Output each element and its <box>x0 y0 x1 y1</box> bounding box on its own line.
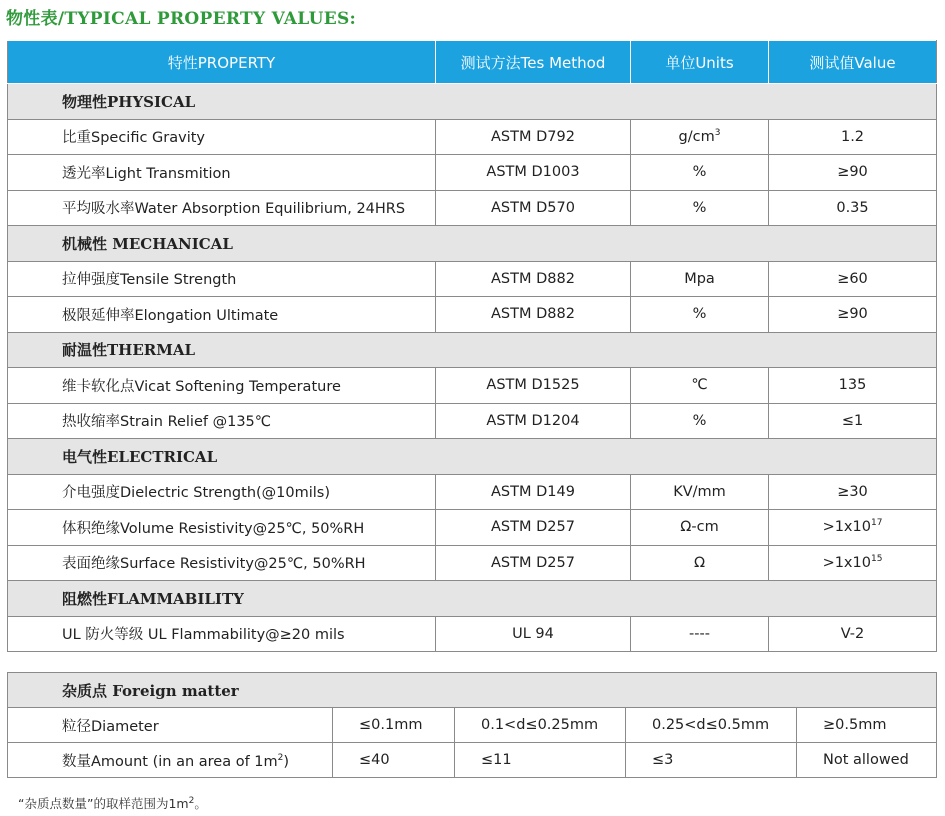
unit <box>631 616 769 652</box>
test-method <box>436 297 631 333</box>
foreign-matter-row <box>8 743 937 778</box>
section-row <box>8 439 937 475</box>
test-value <box>769 190 937 226</box>
test-method-text: ASTM D257 <box>491 519 575 536</box>
unit <box>631 403 769 439</box>
unit-text: ℃ <box>691 377 708 394</box>
test-method <box>436 261 631 297</box>
foreign-matter-label <box>8 743 333 778</box>
footnote-text: “杂质点数量”的取样范围为1m <box>18 796 189 811</box>
property-row <box>8 190 937 226</box>
property-name-text: 介电强度Dielectric Strength(@10mils) <box>62 485 331 502</box>
section-title: 耐温性THERMAL <box>8 332 937 368</box>
test-method-text: ASTM D882 <box>491 270 575 287</box>
test-value <box>769 155 937 191</box>
foreign-matter-row <box>8 708 937 743</box>
header-units: 单位Units <box>631 41 769 84</box>
footnote <box>18 794 207 812</box>
test-value-text: ≤1 <box>841 412 864 429</box>
property-name <box>8 190 436 226</box>
property-table <box>7 40 937 652</box>
property-row <box>8 403 937 439</box>
property-name-text: 比重Specific Gravity <box>62 130 206 147</box>
property-name-text: 拉伸强度Tensile Strength <box>62 272 237 289</box>
section-row <box>8 581 937 617</box>
foreign-matter-section-row <box>8 673 937 708</box>
unit <box>631 510 769 546</box>
section-title: 机械性 MECHANICAL <box>8 226 937 262</box>
test-method-text: ASTM D257 <box>491 554 575 571</box>
label-text: 粒径Diameter <box>62 718 159 735</box>
unit <box>631 261 769 297</box>
test-value-text: 0.35 <box>836 199 869 216</box>
foreign-matter-cell: 0.1<d≤0.25mm <box>455 708 626 743</box>
property-name-text: UL 防火等级 UL Flammability@≥20 mils <box>62 627 345 644</box>
property-row <box>8 119 937 155</box>
header-method: 测试方法Tes Method <box>436 41 631 84</box>
unit-text: g/cm <box>678 128 715 145</box>
test-method <box>436 474 631 510</box>
test-method-text: ASTM D149 <box>491 483 575 500</box>
footnote-sup: 2 <box>188 795 195 806</box>
test-value-text: ≥90 <box>837 164 868 181</box>
property-row <box>8 474 937 510</box>
property-name-text: 体积绝缘Volume Resistivity@25℃, 50%RH <box>62 520 365 537</box>
foreign-matter-cell: ≤40 <box>333 743 455 778</box>
test-method-text: ASTM D570 <box>491 199 575 216</box>
unit-text: Mpa <box>684 270 715 287</box>
header-value: 测试值Value <box>769 41 937 84</box>
unit-text: % <box>692 306 707 323</box>
test-value-text: 1.2 <box>840 128 865 145</box>
unit-text: % <box>692 199 707 216</box>
test-value <box>769 261 937 297</box>
test-method <box>436 368 631 404</box>
property-name-text: 极限延伸率Elongation Ultimate <box>62 307 279 324</box>
foreign-matter-cell: Not allowed <box>797 743 937 778</box>
property-name-text: 平均吸水率Water Absorption Equilibrium, 24HRS <box>62 201 406 218</box>
unit-text: ---- <box>689 625 710 642</box>
property-name <box>8 510 436 546</box>
unit <box>631 545 769 581</box>
unit <box>631 190 769 226</box>
test-method <box>436 155 631 191</box>
property-row <box>8 297 937 333</box>
property-row <box>8 368 937 404</box>
label-suffix: ) <box>283 753 290 770</box>
unit-text: KV/mm <box>673 483 726 500</box>
foreign-matter-title: 杂质点 Foreign matter <box>8 673 937 708</box>
property-name-text: 维卡软化点Vicat Softening Temperature <box>62 378 341 395</box>
test-value-text: ≥60 <box>837 270 868 287</box>
test-method-text: ASTM D1525 <box>486 377 580 394</box>
unit <box>631 297 769 333</box>
test-method-text: ASTM D1003 <box>486 164 580 181</box>
property-name <box>8 403 436 439</box>
label-text: 数量Amount (in an area of 1m <box>62 753 278 770</box>
test-value <box>769 510 937 546</box>
test-method-text: ASTM D882 <box>491 306 575 323</box>
test-method-text: ASTM D792 <box>491 128 575 145</box>
section-title: 物理性PHYSICAL <box>8 84 937 120</box>
section-row <box>8 332 937 368</box>
unit-text: Ω-cm <box>680 519 719 536</box>
unit-text: Ω <box>693 554 706 571</box>
test-value <box>769 403 937 439</box>
property-name-text: 表面绝缘Surface Resistivity@25℃, 50%RH <box>62 556 366 573</box>
unit <box>631 155 769 191</box>
property-name <box>8 368 436 404</box>
section-row <box>8 226 937 262</box>
test-method <box>436 510 631 546</box>
property-name <box>8 545 436 581</box>
test-value <box>769 616 937 652</box>
test-value <box>769 297 937 333</box>
unit-superscript: 3 <box>714 127 721 138</box>
test-value <box>769 119 937 155</box>
test-value-text: V-2 <box>840 625 865 642</box>
unit <box>631 119 769 155</box>
foreign-matter-cell: 0.25<d≤0.5mm <box>626 708 797 743</box>
unit <box>631 474 769 510</box>
property-row <box>8 155 937 191</box>
property-name <box>8 155 436 191</box>
test-value <box>769 545 937 581</box>
test-value-superscript: 17 <box>870 518 883 529</box>
foreign-matter-cell: ≤3 <box>626 743 797 778</box>
property-table-header <box>8 41 937 84</box>
section-row <box>8 84 937 120</box>
property-row <box>8 545 937 581</box>
property-name-text: 透光率Light Transmition <box>62 165 231 182</box>
test-value-text: ≥30 <box>837 483 868 500</box>
test-method <box>436 190 631 226</box>
unit-text: % <box>692 412 707 429</box>
property-name <box>8 474 436 510</box>
property-row <box>8 261 937 297</box>
foreign-matter-table <box>7 672 937 778</box>
property-name <box>8 261 436 297</box>
page-title: 物性表/TYPICAL PROPERTY VALUES: <box>6 9 357 29</box>
test-value <box>769 368 937 404</box>
test-value-text: ≥90 <box>837 306 868 323</box>
footnote-suffix: 。 <box>194 796 207 811</box>
test-value-text: >1x10 <box>822 519 871 536</box>
test-value-text: 135 <box>838 377 867 394</box>
test-method-text: ASTM D1204 <box>486 412 580 429</box>
test-method <box>436 119 631 155</box>
foreign-matter-label <box>8 708 333 743</box>
test-method <box>436 403 631 439</box>
header-property: 特性PROPERTY <box>8 41 436 84</box>
property-name <box>8 119 436 155</box>
label-superscript: 2 <box>277 752 284 763</box>
property-name <box>8 297 436 333</box>
property-row <box>8 616 937 652</box>
unit-text: % <box>692 164 707 181</box>
property-row <box>8 510 937 546</box>
test-value <box>769 474 937 510</box>
test-method <box>436 545 631 581</box>
foreign-matter-cell: ≥0.5mm <box>797 708 937 743</box>
property-name <box>8 616 436 652</box>
unit <box>631 368 769 404</box>
foreign-matter-cell: ≤11 <box>455 743 626 778</box>
test-method <box>436 616 631 652</box>
foreign-matter-cell: ≤0.1mm <box>333 708 455 743</box>
test-value-text: >1x10 <box>822 554 871 571</box>
test-value-superscript: 15 <box>870 553 883 564</box>
section-title: 电气性ELECTRICAL <box>8 439 937 475</box>
section-title: 阻燃性FLAMMABILITY <box>8 581 937 617</box>
test-method-text: UL 94 <box>512 625 554 642</box>
property-name-text: 热收缩率Strain Relief @135℃ <box>62 414 272 431</box>
